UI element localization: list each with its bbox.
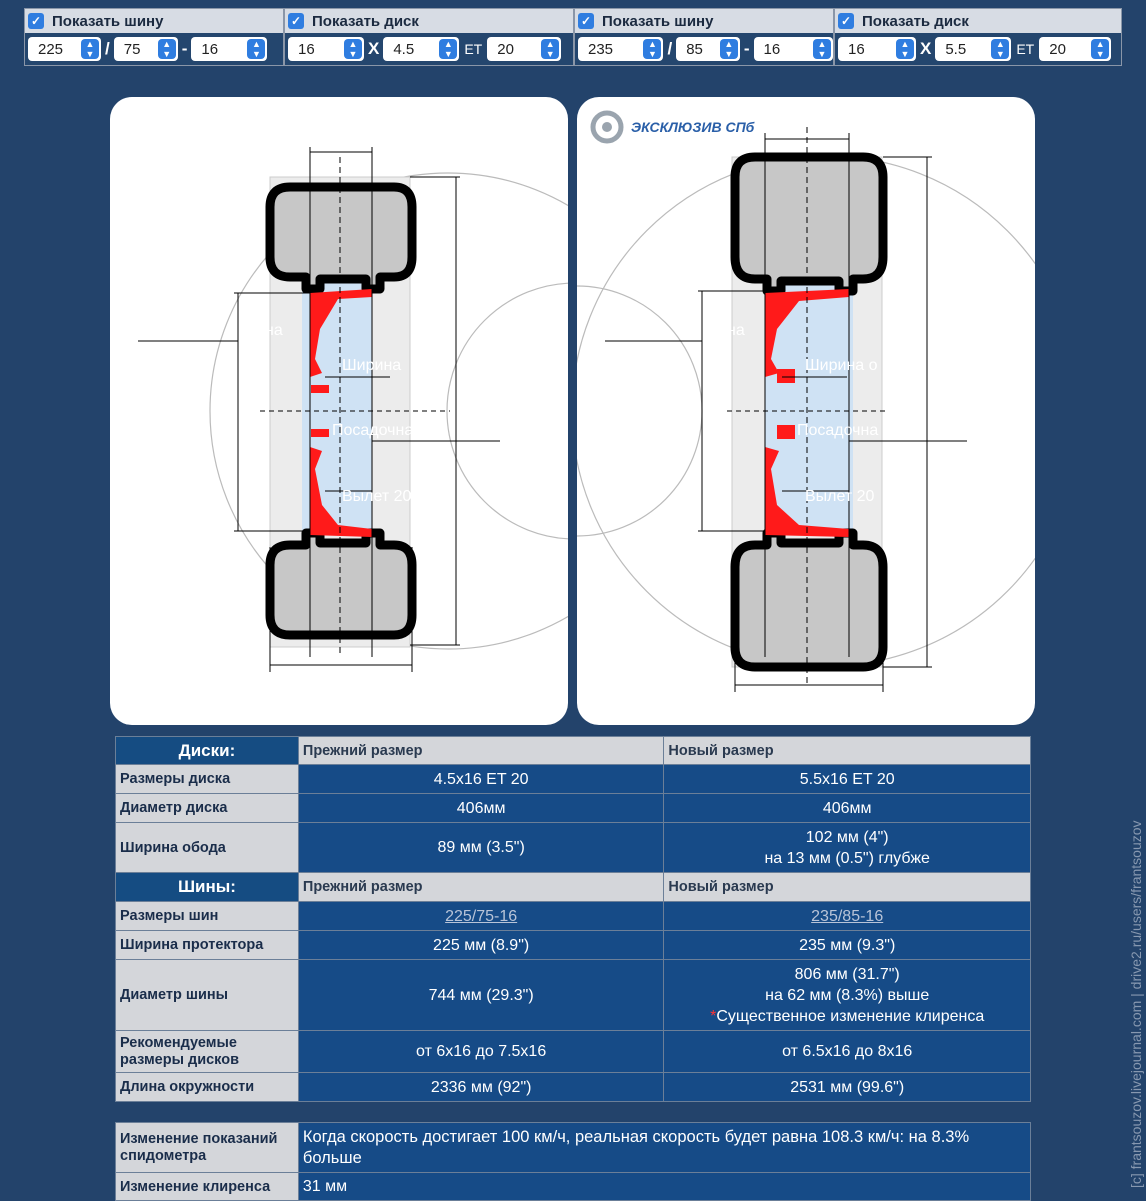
old-value: 2336 мм (92") [298, 1073, 664, 1102]
old-value: от 6x16 до 7.5x16 [298, 1031, 664, 1073]
tire-profile-select[interactable]: 75 ▲ ▼ [114, 37, 178, 61]
new-value: 406мм [664, 794, 1031, 823]
disk-width-select[interactable]: 5.5 ▲ ▼ [935, 37, 1011, 61]
offset-label: Вылет 20 [805, 488, 875, 505]
table-row [116, 1073, 1031, 1102]
old-value: 744 мм (29.3") [298, 960, 664, 1031]
logo-text: ЭКСКЛЮЗИВ СПб [631, 119, 755, 135]
logo-icon [593, 113, 621, 141]
chevron-updown-icon: ▲ ▼ [158, 39, 176, 59]
et-label: ET [1016, 41, 1035, 57]
new-value-note: на 13 мм (0.5") глубже [764, 849, 930, 867]
chevron-updown-icon: ▲ ▼ [247, 39, 265, 59]
row-label: Размеры диска [116, 765, 299, 794]
new-value [664, 823, 1031, 873]
show-disk-checkbox[interactable]: ✓ [288, 13, 304, 29]
table-row [116, 931, 1031, 960]
chevron-updown-icon: ▲ ▼ [541, 39, 559, 59]
new-value: 2531 мм (99.6") [664, 1073, 1031, 1102]
row-label: Изменение показаний спидометра [116, 1123, 299, 1173]
show-disk-label: Показать диск [862, 12, 969, 30]
show-disk-checkbox[interactable]: ✓ [838, 13, 854, 29]
show-disk-label: Показать диск [312, 12, 419, 30]
offset-label: Вылет 20 [342, 488, 412, 505]
chevron-updown-icon: ▲ ▼ [720, 39, 738, 59]
separator: - [181, 39, 188, 58]
tires-header: Шины: [116, 873, 299, 902]
width-label: Ширина о [805, 357, 878, 374]
separator: / [105, 39, 110, 58]
new-value: 235 мм (9.3") [664, 931, 1031, 960]
col-old-header: Прежний размер [298, 873, 664, 902]
seat-label: Посадочна [797, 422, 879, 439]
old-wheel-cross-section [110, 97, 568, 725]
old-value: 225 мм (8.9") [298, 931, 664, 960]
old-value: 89 мм (3.5") [298, 823, 664, 873]
et-label: ET [464, 41, 483, 57]
disk-width-select[interactable]: 4.5 ▲ ▼ [383, 37, 459, 61]
table-row [116, 960, 1031, 1031]
chevron-updown-icon: ▲ ▼ [439, 39, 457, 59]
old-size-diagram [110, 97, 568, 725]
warning-star: * [710, 1007, 717, 1025]
row-label: Длина окружности [116, 1073, 299, 1102]
old-tire-size-link[interactable]: 225/75-16 [445, 907, 518, 925]
chevron-updown-icon: ▲ ▼ [813, 39, 831, 59]
new-value-note: на 62 мм (8.3%) выше [765, 986, 930, 1004]
comparison-table [115, 736, 1031, 1102]
col-new-header: Новый размер [664, 873, 1031, 902]
separator: X [920, 39, 932, 58]
speedometer-change-text: Когда скорость достигает 100 км/ч, реальная скорость будет равна 108.3 км/ч: на 8.3% больше [298, 1123, 1030, 1173]
tire-profile-select[interactable]: 85 ▲ ▼ [676, 37, 740, 61]
disks-header: Диски: [116, 737, 299, 765]
row-label: Ширина обода [116, 823, 299, 873]
chevron-updown-icon: ▲ ▼ [643, 39, 661, 59]
old-value: 406мм [298, 794, 664, 823]
chevron-updown-icon: ▲ ▼ [896, 39, 914, 59]
show-tire-label: Показать шину [52, 12, 164, 30]
tire-width-select[interactable]: 235 ▲ ▼ [578, 37, 663, 61]
clearance-warning: *Существенное изменение клиренса [710, 1007, 985, 1025]
table-row [116, 823, 1031, 873]
size-control-bar [24, 8, 1122, 68]
row-label: Ширина протектора [116, 931, 299, 960]
tire-diameter-select[interactable]: 16 ▲ ▼ [191, 37, 267, 61]
separator: - [743, 39, 750, 58]
show-tire-label: Показать шину [602, 12, 714, 30]
table-row [116, 1173, 1031, 1201]
clearance-change-value: 31 мм [298, 1173, 1030, 1201]
new-value: от 6.5x16 до 8x16 [664, 1031, 1031, 1073]
chevron-updown-icon: ▲ ▼ [1091, 39, 1109, 59]
disk-offset-select[interactable]: 20 ▲ ▼ [1039, 37, 1111, 61]
disk-diameter-select[interactable]: 16 ▲ ▼ [288, 37, 364, 61]
new-value: 5.5x16 ET 20 [664, 765, 1031, 794]
old-value: 4.5x16 ET 20 [298, 765, 664, 794]
new-value [664, 960, 1031, 1031]
disk-diameter-select[interactable]: 16 ▲ ▼ [838, 37, 916, 61]
watermark: [c] frantsouzov.livejournal.com | drive2.ru/users/frantsouzov [1128, 820, 1144, 1188]
extra-info-table [115, 1122, 1031, 1201]
label-fragment: на [265, 322, 283, 339]
chevron-updown-icon: ▲ ▼ [81, 39, 99, 59]
old-disk-control [284, 8, 574, 66]
chevron-updown-icon: ▲ ▼ [991, 39, 1009, 59]
table-row [116, 765, 1031, 794]
col-old-header: Прежний размер [298, 737, 664, 765]
disk-offset-select[interactable]: 20 ▲ ▼ [487, 37, 561, 61]
table-row [116, 1123, 1031, 1173]
row-label: Размеры шин [116, 902, 299, 931]
separator: X [368, 39, 380, 58]
new-tire-size-link[interactable]: 235/85-16 [811, 907, 884, 925]
separator: / [667, 39, 673, 58]
new-value-line: 806 мм (31.7") [794, 965, 900, 983]
label-fragment: на [727, 322, 745, 339]
new-disk-control [834, 8, 1122, 66]
new-size-diagram [577, 97, 1035, 725]
col-new-header: Новый размер [664, 737, 1031, 765]
row-label: Диаметр шины [116, 960, 299, 1031]
new-tire-control [574, 8, 834, 66]
table-row [116, 794, 1031, 823]
table-row [116, 902, 1031, 931]
chevron-updown-icon: ▲ ▼ [344, 39, 362, 59]
tire-width-select[interactable]: 225 ▲ ▼ [28, 37, 101, 61]
row-label: Изменение клиренса [116, 1173, 299, 1201]
show-tire-checkbox[interactable]: ✓ [578, 13, 594, 29]
show-tire-checkbox[interactable]: ✓ [28, 13, 44, 29]
width-label: Ширина [342, 357, 402, 374]
seat-label: Посадочна [332, 422, 414, 439]
new-wheel-cross-section [577, 97, 1035, 725]
table-row [116, 1031, 1031, 1073]
row-label: Рекомендуемые размеры дисков [116, 1031, 299, 1073]
old-tire-control [24, 8, 284, 66]
tire-diameter-select[interactable]: 16 ▲ ▼ [754, 37, 834, 61]
new-value-line: 102 мм (4") [805, 828, 889, 846]
row-label: Диаметр диска [116, 794, 299, 823]
